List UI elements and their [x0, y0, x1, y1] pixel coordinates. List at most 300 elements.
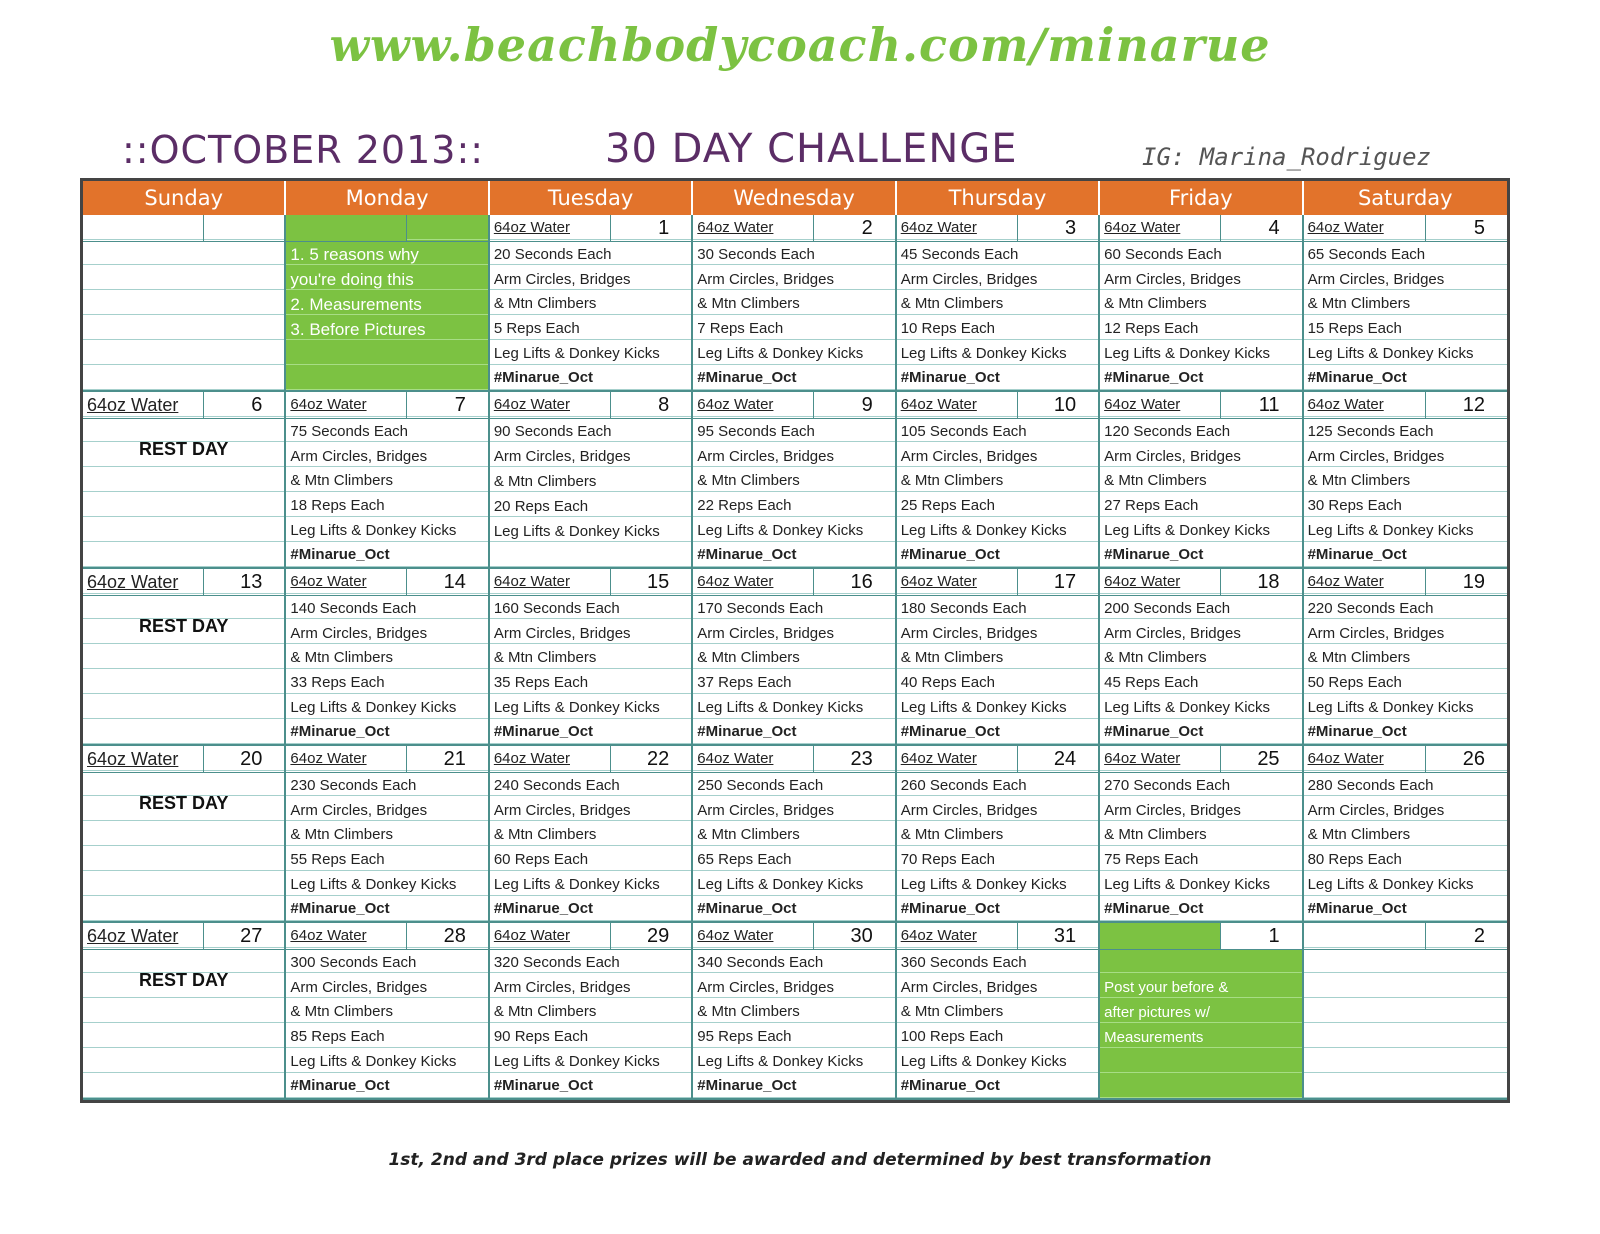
exercise-line-b: & Mtn Climbers	[697, 826, 800, 844]
exercise-line-b: & Mtn Climbers	[1307, 295, 1411, 313]
day-number: 4	[1268, 217, 1280, 239]
day-number: 20	[240, 748, 263, 770]
day-cell-28	[286, 923, 489, 1100]
day-cell-8	[490, 392, 693, 569]
exercise-line-c: Leg Lifts & Donkey Kicks	[1104, 698, 1271, 716]
day-number: 1	[1221, 923, 1302, 949]
water-goal: 64oz Water	[897, 569, 1018, 595]
rest-day-label: REST DAY	[139, 970, 229, 990]
seconds-line: 160 Seconds Each	[493, 600, 620, 617]
reps-line: 35 Reps Each	[493, 674, 589, 692]
day-cell-1	[490, 215, 693, 392]
reps-line: 75 Reps Each	[1104, 851, 1199, 869]
day-cell-14	[286, 569, 489, 746]
exercise-line-b: & Mtn Climbers	[290, 472, 393, 490]
day-cell-20	[83, 746, 286, 923]
exercise-line-b: & Mtn Climbers	[1307, 649, 1411, 667]
reps-line: 80 Reps Each	[1307, 851, 1402, 869]
exercise-line-b: & Mtn Climbers	[493, 473, 597, 490]
spacer-line	[1100, 950, 1301, 975]
water-goal: 64oz Water	[490, 569, 611, 595]
day-number: 28	[443, 925, 466, 947]
hashtag-line: #Minarue_Oct	[493, 1077, 594, 1095]
exercise-line-c: Leg Lifts & Donkey Kicks	[1307, 344, 1474, 362]
water-goal: 64oz Water	[693, 569, 814, 595]
day-number: 5	[1473, 217, 1485, 239]
hashtag-line: #Minarue_Oct	[290, 1077, 390, 1095]
seconds-line: 90 Seconds Each	[493, 423, 612, 440]
seconds-line: 105 Seconds Each	[900, 423, 1027, 440]
exercise-line-a: Arm Circles, Bridges	[697, 447, 834, 465]
water-goal: 64oz Water	[286, 392, 407, 418]
next-month-cell	[1304, 923, 1507, 1100]
day-header	[1100, 569, 1301, 596]
exercise-line-c: Leg Lifts & Donkey Kicks	[493, 698, 660, 716]
month-title: ::OCTOBER 2013::	[122, 128, 485, 172]
day-header	[286, 569, 487, 596]
water-goal: 64oz Water	[490, 746, 611, 772]
hashtag-line: #Minarue_Oct	[290, 900, 390, 918]
day-cell-13	[83, 569, 286, 746]
exercise-line-b: & Mtn Climbers	[493, 826, 597, 844]
weekday-monday: Monday	[286, 181, 489, 215]
water-goal: 64oz Water	[1304, 392, 1426, 418]
day-cell-11	[1100, 392, 1303, 569]
water-goal: 64oz Water	[1304, 569, 1426, 595]
reps-line: 15 Reps Each	[1307, 320, 1402, 338]
exercise-line-a: Arm Circles, Bridges	[697, 270, 834, 288]
day-header	[693, 746, 894, 773]
hashtag-line: #Minarue_Oct	[493, 723, 594, 741]
day-header	[1304, 215, 1507, 242]
exercise-line-b: & Mtn Climbers	[1104, 295, 1207, 313]
day-number: 19	[1462, 571, 1485, 593]
day-number: 27	[240, 925, 263, 947]
seconds-line: 30 Seconds Each	[697, 246, 815, 263]
day-number: 2	[1473, 925, 1485, 947]
weekday-thursday: Thursday	[897, 181, 1100, 215]
exercise-line-b: & Mtn Climbers	[1104, 826, 1207, 844]
water-goal: 64oz Water	[897, 923, 1018, 949]
seconds-line: 20 Seconds Each	[493, 246, 612, 263]
water-goal: 64oz Water	[286, 746, 407, 772]
hashtag-line: #Minarue_Oct	[493, 369, 594, 387]
exercise-line-c: Leg Lifts & Donkey Kicks	[1104, 344, 1271, 362]
hashtag-line: #Minarue_Oct	[1104, 900, 1204, 918]
day-number: 2	[861, 217, 873, 239]
day-header	[83, 569, 284, 596]
water-goal: 64oz Water	[693, 215, 814, 241]
exercise-line-b: & Mtn Climbers	[900, 826, 1004, 844]
day-number: 23	[850, 748, 873, 770]
exercise-line-c: Leg Lifts & Donkey Kicks	[290, 698, 457, 716]
rest-day-label: REST DAY	[139, 616, 229, 636]
day-header	[490, 215, 691, 242]
day-header	[286, 392, 487, 419]
hashtag-line: #Minarue_Oct	[290, 546, 390, 564]
exercise-line-c: Leg Lifts & Donkey Kicks	[697, 521, 864, 539]
exercise-line-c: Leg Lifts & Donkey Kicks	[1104, 875, 1271, 893]
reps-line: 7 Reps Each	[697, 320, 784, 338]
final-note-line: Post your before &	[1104, 979, 1229, 996]
day-header	[897, 392, 1098, 419]
exercise-line-c: Leg Lifts & Donkey Kicks	[290, 521, 457, 539]
hashtag-line: #Minarue_Oct	[900, 900, 1000, 918]
hashtag-line: #Minarue_Oct	[697, 369, 797, 387]
seconds-line: 120 Seconds Each	[1104, 423, 1231, 440]
reps-line: 40 Reps Each	[900, 674, 995, 692]
exercise-line-a: Arm Circles, Bridges	[290, 801, 428, 819]
water-goal: 64oz Water	[1100, 569, 1221, 595]
day-header	[286, 746, 487, 773]
day-number: 6	[251, 394, 263, 416]
day-number: 9	[861, 394, 873, 416]
reps-line: 18 Reps Each	[290, 497, 385, 515]
weekday-tuesday: Tuesday	[490, 181, 693, 215]
intro-note-line: 1. 5 reasons why	[290, 245, 419, 264]
seconds-line: 230 Seconds Each	[290, 777, 417, 794]
exercise-line-a: Arm Circles, Bridges	[1307, 447, 1445, 465]
exercise-line-c: Leg Lifts & Donkey Kicks	[900, 875, 1067, 893]
exercise-line-c: Leg Lifts & Donkey Kicks	[900, 1052, 1067, 1070]
exercise-line-b: & Mtn Climbers	[290, 826, 393, 844]
day-cell-9	[693, 392, 896, 569]
exercise-line-c: Leg Lifts & Donkey Kicks	[290, 1052, 457, 1070]
hashtag-line: #Minarue_Oct	[697, 723, 797, 741]
seconds-line: 60 Seconds Each	[1104, 246, 1222, 263]
seconds-line: 65 Seconds Each	[1307, 246, 1426, 263]
water-goal: 64oz Water	[83, 392, 204, 418]
exercise-line-a: Arm Circles, Bridges	[900, 801, 1038, 819]
day-header	[490, 923, 691, 950]
day-header	[490, 569, 691, 596]
day-number: 11	[1258, 394, 1280, 416]
water-goal: 64oz Water	[897, 746, 1018, 772]
day-header	[83, 746, 284, 773]
hashtag-line: #Minarue_Oct	[1307, 900, 1407, 918]
empty-header-box	[1304, 923, 1426, 949]
reps-line: 12 Reps Each	[1104, 320, 1199, 338]
water-goal: 64oz Water	[83, 923, 204, 949]
final-note-cell	[1100, 923, 1303, 1100]
seconds-line: 280 Seconds Each	[1307, 777, 1434, 794]
exercise-line-a: Arm Circles, Bridges	[900, 624, 1038, 642]
water-goal: 64oz Water	[490, 923, 611, 949]
seconds-line: 170 Seconds Each	[697, 600, 824, 617]
day-header	[286, 923, 487, 950]
seconds-line: 140 Seconds Each	[290, 600, 417, 617]
seconds-line: 180 Seconds Each	[900, 600, 1027, 617]
day-cell-7	[286, 392, 489, 569]
day-cell-21	[286, 746, 489, 923]
exercise-line-a: Arm Circles, Bridges	[900, 447, 1038, 465]
exercise-line-b: & Mtn Climbers	[900, 472, 1004, 490]
day-cell-23	[693, 746, 896, 923]
exercise-line-a: Arm Circles, Bridges	[290, 624, 428, 642]
day-header	[897, 569, 1098, 596]
day-number: 3	[1065, 217, 1077, 239]
exercise-line-a: Arm Circles, Bridges	[697, 978, 834, 996]
seconds-line: 220 Seconds Each	[1307, 600, 1434, 617]
hashtag-line: #Minarue_Oct	[1104, 369, 1204, 387]
day-number: 31	[1053, 925, 1077, 947]
exercise-line-b: & Mtn Climbers	[1307, 472, 1411, 490]
day-header	[897, 215, 1098, 242]
day-header	[1100, 746, 1301, 773]
reps-line: 90 Reps Each	[493, 1028, 589, 1046]
day-cell-3	[897, 215, 1100, 392]
exercise-line-c: Leg Lifts & Donkey Kicks	[1307, 521, 1474, 539]
water-goal: 64oz Water	[693, 746, 814, 772]
day-cell-12	[1304, 392, 1507, 569]
reps-line: 100 Reps Each	[900, 1028, 1004, 1046]
hashtag-line: #Minarue_Oct	[493, 900, 594, 918]
hashtag-line: #Minarue_Oct	[1104, 723, 1204, 741]
intro-note-line: you're doing this	[290, 270, 414, 289]
exercise-line-b: & Mtn Climbers	[1104, 649, 1207, 667]
exercise-line-c: Leg Lifts & Donkey Kicks	[1307, 698, 1474, 716]
exercise-line-a: Arm Circles, Bridges	[900, 978, 1038, 996]
seconds-line: 300 Seconds Each	[290, 954, 417, 971]
reps-line: 60 Reps Each	[493, 851, 589, 869]
water-goal: 64oz Water	[1304, 746, 1426, 772]
exercise-line-c: Leg Lifts & Donkey Kicks	[697, 698, 864, 716]
exercise-line-a: Arm Circles, Bridges	[1104, 447, 1241, 465]
day-number: 7	[454, 394, 466, 416]
reps-line: 95 Reps Each	[697, 1028, 792, 1046]
exercise-line-a: Arm Circles, Bridges	[697, 624, 834, 642]
exercise-line-a: Arm Circles, Bridges	[697, 801, 834, 819]
exercise-line-b: & Mtn Climbers	[697, 649, 800, 667]
day-cell-17	[897, 569, 1100, 746]
water-goal: 64oz Water	[286, 923, 407, 949]
day-cell-25	[1100, 746, 1303, 923]
reps-line: 20 Reps Each	[493, 498, 589, 515]
exercise-line-c: Leg Lifts & Donkey Kicks	[900, 344, 1067, 362]
day-header	[490, 746, 691, 773]
exercise-line-b: & Mtn Climbers	[290, 649, 393, 667]
day-cell-19	[1304, 569, 1507, 746]
day-cell-18	[1100, 569, 1303, 746]
water-goal: 64oz Water	[490, 215, 611, 241]
day-number: 13	[240, 571, 263, 593]
final-note-line: Measurements	[1104, 1029, 1204, 1046]
weekday-friday: Friday	[1100, 181, 1303, 215]
prize-note: 1st, 2nd and 3rd place prizes will be awarded and determined by best transformation	[388, 1150, 1212, 1170]
day-number: 14	[443, 571, 466, 593]
exercise-line-b: & Mtn Climbers	[493, 649, 597, 667]
cell-header	[83, 215, 284, 242]
day-cell-26	[1304, 746, 1507, 923]
instagram-handle: IG: Marina_Rodriguez	[1142, 143, 1431, 171]
final-header-box	[1100, 923, 1221, 949]
exercise-line-a: Arm Circles, Bridges	[1104, 624, 1241, 642]
reps-line: 37 Reps Each	[697, 674, 792, 692]
day-header	[693, 215, 894, 242]
exercise-line-c: Leg Lifts & Donkey Kicks	[493, 344, 660, 362]
exercise-line-b: & Mtn Climbers	[493, 295, 597, 313]
cell-header	[286, 215, 487, 242]
water-goal: 64oz Water	[83, 746, 204, 772]
day-number: 10	[1053, 394, 1077, 416]
hashtag-line: #Minarue_Oct	[1307, 546, 1407, 564]
seconds-line: 125 Seconds Each	[1307, 423, 1434, 440]
reps-line: 70 Reps Each	[900, 851, 995, 869]
day-cell-30	[693, 923, 896, 1100]
calendar-weeks-grid	[83, 215, 1507, 1100]
water-goal: 64oz Water	[1100, 392, 1221, 418]
day-number: 17	[1053, 571, 1077, 593]
exercise-line-a: Arm Circles, Bridges	[900, 270, 1038, 288]
day-number: 30	[850, 925, 873, 947]
cell-header	[1304, 923, 1507, 950]
day-header	[83, 923, 284, 950]
water-goal: 64oz Water	[1304, 215, 1426, 241]
day-number: 24	[1053, 748, 1077, 770]
reps-line: 10 Reps Each	[900, 320, 995, 338]
cell-header	[1100, 923, 1301, 950]
exercise-line-c: Leg Lifts & Donkey Kicks	[697, 1052, 864, 1070]
hashtag-line: #Minarue_Oct	[900, 723, 1000, 741]
exercise-line-b: & Mtn Climbers	[900, 1003, 1004, 1021]
day-header	[83, 392, 284, 419]
challenge-title: 30 DAY CHALLENGE	[605, 126, 1018, 172]
exercise-line-c: Leg Lifts & Donkey Kicks	[900, 521, 1067, 539]
seconds-line: 250 Seconds Each	[697, 777, 824, 794]
exercise-line-a: Arm Circles, Bridges	[493, 270, 631, 288]
day-cell-15	[490, 569, 693, 746]
exercise-line-b: & Mtn Climbers	[900, 649, 1004, 667]
day-number: 26	[1462, 748, 1485, 770]
day-number: 21	[443, 748, 466, 770]
day-number: 15	[647, 571, 670, 593]
exercise-line-b: & Mtn Climbers	[493, 1003, 597, 1021]
exercise-line-b: & Mtn Climbers	[1307, 826, 1411, 844]
exercise-line-a: Arm Circles, Bridges	[493, 978, 631, 996]
hashtag-line: #Minarue_Oct	[900, 546, 1000, 564]
reps-line: 85 Reps Each	[290, 1028, 385, 1046]
hashtag-line: #Minarue_Oct	[290, 723, 390, 741]
water-goal: 64oz Water	[1100, 746, 1221, 772]
exercise-line-c: Leg Lifts & Donkey Kicks	[697, 875, 864, 893]
exercise-line-c: Leg Lifts & Donkey Kicks	[290, 875, 457, 893]
seconds-line: 360 Seconds Each	[900, 954, 1027, 971]
day-number: 1	[658, 217, 670, 239]
day-number: 18	[1257, 571, 1280, 593]
water-goal: 64oz Water	[1100, 215, 1221, 241]
reps-line: 50 Reps Each	[1307, 674, 1402, 692]
exercise-line-a: Arm Circles, Bridges	[290, 447, 428, 465]
exercise-line-a: Arm Circles, Bridges	[1104, 270, 1241, 288]
intro-header-box	[286, 215, 407, 241]
exercise-line-b: & Mtn Climbers	[697, 1003, 800, 1021]
exercise-line-a: Arm Circles, Bridges	[1104, 801, 1241, 819]
day-cell-24	[897, 746, 1100, 923]
exercise-line-c: Leg Lifts & Donkey Kicks	[697, 344, 864, 362]
day-cell-5	[1304, 215, 1507, 392]
day-cell-16	[693, 569, 896, 746]
hashtag-line: #Minarue_Oct	[900, 1077, 1000, 1095]
weekday-wednesday: Wednesday	[693, 181, 896, 215]
hashtag-line: #Minarue_Oct	[1307, 723, 1407, 741]
intro-note-line: 2. Measurements	[290, 295, 422, 314]
water-goal: 64oz Water	[83, 569, 204, 595]
seconds-line: 200 Seconds Each	[1104, 600, 1231, 617]
day-cell-2	[693, 215, 896, 392]
reps-line: 45 Reps Each	[1104, 674, 1199, 692]
day-header	[693, 923, 894, 950]
day-cell-22	[490, 746, 693, 923]
hashtag-line: #Minarue_Oct	[1307, 369, 1407, 387]
day-header	[693, 569, 894, 596]
exercise-line-a: Arm Circles, Bridges	[1307, 801, 1445, 819]
water-goal: 64oz Water	[693, 392, 814, 418]
website-url: www.beachbodycoach.com/minarue	[329, 18, 1271, 72]
exercise-line-c: Leg Lifts & Donkey Kicks	[1104, 521, 1271, 539]
intro-note-cell	[286, 215, 489, 392]
final-note-line: after pictures w/	[1104, 1004, 1211, 1021]
reps-line: 33 Reps Each	[290, 674, 385, 692]
exercise-line-c: Leg Lifts & Donkey Kicks	[493, 875, 660, 893]
exercise-line-a: Arm Circles, Bridges	[493, 801, 631, 819]
day-cell-10	[897, 392, 1100, 569]
empty-header-box	[83, 215, 204, 241]
reps-line: 55 Reps Each	[290, 851, 385, 869]
day-header	[693, 392, 894, 419]
exercise-line-a: Arm Circles, Bridges	[1307, 624, 1445, 642]
day-header	[897, 923, 1098, 950]
day-header	[1100, 392, 1301, 419]
seconds-line: 240 Seconds Each	[493, 777, 620, 794]
rest-day-label: REST DAY	[139, 793, 229, 813]
hashtag-line: #Minarue_Oct	[900, 369, 1000, 387]
seconds-line: 75 Seconds Each	[290, 423, 409, 440]
day-number: 22	[647, 748, 670, 770]
day-header	[490, 392, 691, 419]
day-cell-27	[83, 923, 286, 1100]
exercise-line-a: Arm Circles, Bridges	[493, 448, 631, 465]
seconds-line: 340 Seconds Each	[697, 954, 824, 971]
seconds-line: 270 Seconds Each	[1104, 777, 1231, 794]
exercise-line-b: & Mtn Climbers	[697, 472, 800, 490]
rest-day-label: REST DAY	[139, 439, 229, 459]
day-number: 8	[658, 394, 670, 416]
seconds-line: 95 Seconds Each	[697, 423, 815, 440]
day-cell-31	[897, 923, 1100, 1100]
reps-line: 25 Reps Each	[900, 497, 995, 515]
day-number: 16	[850, 571, 873, 593]
water-goal: 64oz Water	[693, 923, 814, 949]
exercise-line-b: & Mtn Climbers	[697, 295, 800, 313]
exercise-line-c: Leg Lifts & Donkey Kicks	[493, 523, 660, 540]
exercise-line-a: Arm Circles, Bridges	[290, 978, 428, 996]
day-header	[897, 746, 1098, 773]
day-number: 29	[647, 925, 670, 947]
hashtag-line: #Minarue_Oct	[697, 1077, 797, 1095]
day-cell-4	[1100, 215, 1303, 392]
day-header	[1304, 746, 1507, 773]
water-goal: 64oz Water	[897, 215, 1018, 241]
weekday-header-row	[83, 181, 1507, 215]
exercise-line-b: & Mtn Climbers	[1104, 472, 1207, 490]
challenge-calendar	[80, 178, 1510, 1103]
exercise-line-b: & Mtn Climbers	[290, 1003, 393, 1021]
day-cell-6	[83, 392, 286, 569]
reps-line: 65 Reps Each	[697, 851, 792, 869]
day-number: 12	[1462, 394, 1485, 416]
water-goal: 64oz Water	[286, 569, 407, 595]
weekday-sunday: Sunday	[83, 181, 286, 215]
